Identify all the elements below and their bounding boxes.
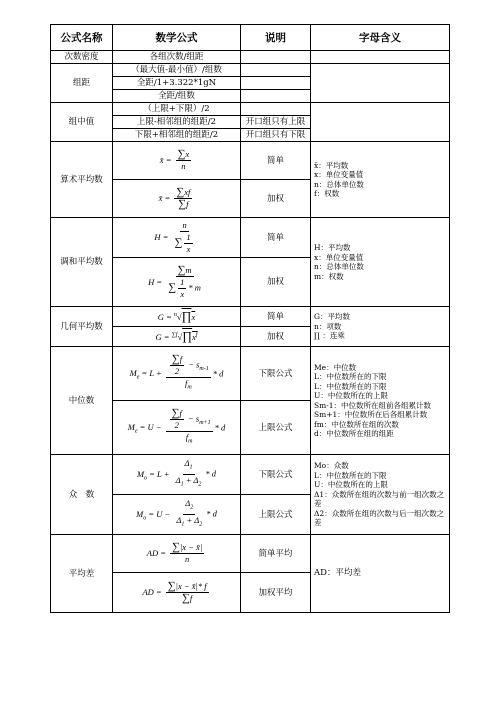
formula-mode-upper: $M_o = U$ − $\frac{\Delta_2}{\Delta_1 + \Delta_2}$ * d — [113, 495, 241, 535]
table-row — [51, 307, 450, 327]
header-name: 公式名称 — [51, 25, 113, 51]
formula-arith-simple: x̄ = $\frac{\sum x}{n}$ — [113, 142, 241, 180]
table-row — [51, 142, 450, 180]
note: 简单平均 — [241, 535, 311, 573]
note: 开口组只有上限 — [241, 116, 311, 129]
formula: （最大值-最小值）/组数 — [113, 64, 241, 77]
formula: 全距/组数 — [113, 90, 241, 103]
meaning: Me：中位数 L：中位数所在的下限 L：中位数所在的下限 U：中位数所在的上限 Sm-1：中位数所在组前各组累计数 Sm+1：中位数所在后各组累计数 fm：中位数所在组的次数 d：中位数所在组的组距 — [311, 347, 450, 455]
table-row — [51, 103, 450, 116]
note: 加权 — [241, 327, 311, 347]
table-row — [51, 535, 450, 573]
table-row — [51, 455, 450, 495]
table-row — [51, 218, 450, 258]
meaning: Mo：众数 L：中位数所在的下限 U：中位数所在的上限 Δ1：众数所在组的次数与前一组次数之差 Δ2：众数所在组的次数与后一组次数之差 — [311, 455, 450, 535]
row-name: 调和平均数 — [51, 218, 113, 307]
note: 加权 — [241, 180, 311, 218]
formula: 下限+相邻组的组距/2 — [113, 129, 241, 142]
header-row — [51, 25, 450, 51]
formula: 各组次数/组距 — [113, 51, 241, 64]
note: 上限公式 — [241, 495, 311, 535]
meaning: H：平均数 x：单位变量值 n：总体单位数 m：权数 — [311, 218, 450, 307]
meaning: x̄：平均数 x：单位变量值 n：总体单位数 f：权数 — [311, 142, 450, 218]
table-row — [51, 51, 450, 64]
formula-ad-simple: AD = $\frac{\sum|x - x̄|}{n}$ — [113, 535, 241, 573]
formula-geo-simple: G = $^n$√∏x — [113, 307, 241, 327]
header-formula: 数学公式 — [113, 25, 241, 51]
formula-median-lower: $M_e = L$ + $\frac{\sum f}{2}$ − $s_{m-1}$ $f_m$ * d — [113, 347, 241, 401]
header-meaning: 字母含义 — [311, 25, 450, 51]
note: 上限公式 — [241, 401, 311, 455]
row-name: 众 数 — [51, 455, 113, 535]
formula-geo-weighted: $G = ^{\sum f}√\prod x^f$ — [113, 327, 241, 347]
row-name: 次数密度 — [51, 51, 113, 64]
note: 加权 — [241, 258, 311, 307]
formula-table — [50, 24, 450, 613]
note: 开口组只有下限 — [241, 129, 311, 142]
row-name: 算术平均数 — [51, 142, 113, 218]
note: 简单 — [241, 218, 311, 258]
formula-arith-weighted: x̄ = $\frac{\sum xf}{\sum f}$ — [113, 180, 241, 218]
meaning: G：平均数 n：项数 ∏ ：连乘 — [311, 307, 450, 347]
note: 简单 — [241, 142, 311, 180]
table-row — [51, 64, 450, 77]
row-name: 组中值 — [51, 103, 113, 142]
formula: 全距/1+3.322*1gN — [113, 77, 241, 90]
note: 下限公式 — [241, 347, 311, 401]
header-note: 说明 — [241, 25, 311, 51]
formula-median-upper: $M_e = U$ − $\frac{\sum f}{2}$ − $s_{m+1}$ $f_m$ * d — [113, 401, 241, 455]
formula-harm-simple: H = n ∑ $\frac{1}{x}$ — [113, 218, 241, 258]
row-name: 平均差 — [51, 535, 113, 613]
row-name: 几何平均数 — [51, 307, 113, 347]
formula: （上限+下限）/2 — [113, 103, 241, 116]
row-name: 组距 — [51, 64, 113, 103]
formula-ad-weighted: AD = $\frac{\sum|x - x̄|* f}{\sum f}$ — [113, 573, 241, 613]
meaning: AD：平均差 — [311, 535, 450, 613]
note: 简单 — [241, 307, 311, 327]
formula-mode-lower: $M_o = L$ + $\frac{\Delta_1}{\Delta_1 + \Delta_2}$ * d — [113, 455, 241, 495]
note: 下限公式 — [241, 455, 311, 495]
row-name: 中位数 — [51, 347, 113, 455]
formula-harm-weighted: H = ∑m ∑ $\frac{1}{x}$ * m — [113, 258, 241, 307]
table-row — [51, 347, 450, 401]
formula: 上限-相邻组的组距/2 — [113, 116, 241, 129]
note: 加权平均 — [241, 573, 311, 613]
